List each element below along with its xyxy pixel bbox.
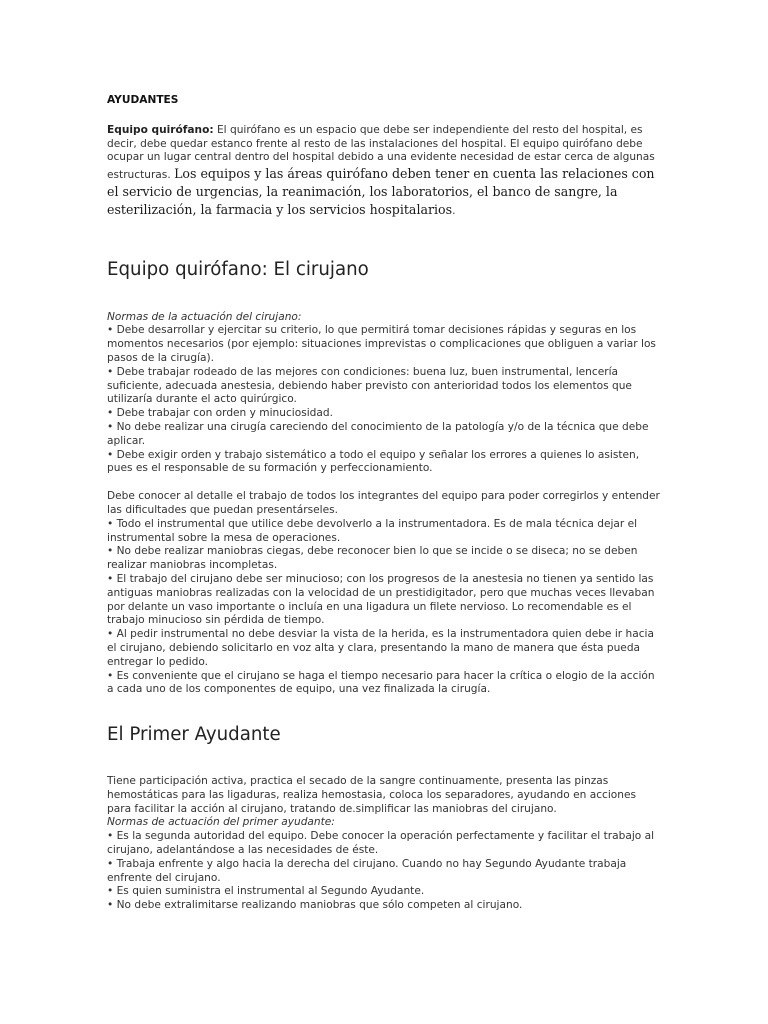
cirujano-norms-title: Normas de la actuación del cirujano:	[107, 310, 302, 323]
list-item: • Debe trabajar con orden y minuciosidad.	[107, 407, 333, 420]
intro-paragraph	[107, 124, 662, 219]
list-item: • Es la segunda autoridad del equipo. Debe conocer la operación perfectamente y facilitar el trabajo al cirujano, adelantándose a las necesidades de éste.	[107, 830, 655, 857]
list-item: • El trabajo del cirujano debe ser minucioso; con los progresos de la anestesia no tienen ya sentido las antiguas maniobras realizadas con la velocidad de un prestidigitador, pero que muchas veces llevaban por delante un vaso importante o incluía en una ligadura un filete nervioso. Lo recomendable es el trabajo minucioso sin pérdida de tiempo.	[107, 572, 655, 627]
list-item: • No debe realizar una cirugía careciendo del conocimiento de la patología y/o de la técnica que debe aplicar.	[107, 420, 649, 447]
list-item: • Al pedir instrumental no debe desviar la vista de la herida, es la instrumentadora quien debe ir hacia el cirujano, debiendo solicitarlo en voz alta y clara, presentando la mano de manera que ésta pueda entregar lo pedido.	[107, 628, 654, 668]
heading-cirujano: Equipo quirófano: El cirujano	[107, 258, 369, 280]
intro-term: Equipo quirófano:	[107, 123, 214, 136]
list-item: • Es conveniente que el cirujano se haga el tiempo necesario para hacer la crítica o elogio de la acción a cada uno de los componentes de equipo, una vez finalizada la cirugía.	[107, 669, 655, 696]
heading-primer-ayudante: El Primer Ayudante	[107, 724, 281, 746]
intro-serif-end: .	[452, 204, 456, 217]
document-page	[107, 94, 662, 913]
cirujano-bullets-a	[107, 324, 662, 476]
list-item: • Todo el instrumental que utilice debe devolverlo a la instrumentadora. Es de mala técnica dejar el instrumental sobre la mesa de operaciones.	[107, 517, 638, 544]
cirujano-bullets-b	[107, 490, 662, 697]
list-item: • Debe exigir orden y trabajo sistemático a todo el equipo y señalar los errores a quienes lo asisten, pues es el responsable de su formación y perfeccionamiento.	[107, 448, 640, 475]
list-item: • Es quien suministra el instrumental al Segundo Ayudante.	[107, 885, 425, 898]
primer-intro: Tiene participación activa, practica el secado de la sangre continuamente, presenta las pinzas hemostáticas para las ligaduras, realiza hemostasia, coloca los separadores, ayudando en acciones para facilitar la acción al cirujano, tratando de.simplificar las maniobras del cirujano.	[107, 775, 637, 815]
list-item: • No debe extralimitarse realizando maniobras que sólo competen al cirujano.	[107, 899, 523, 912]
section-title: AYUDANTES	[107, 94, 179, 106]
list-item: • Trabaja enfrente y algo hacia la derecha del cirujano. Cuando no hay Segundo Ayudante trabaja enfrente del cirujano.	[107, 857, 627, 884]
intro-text: El quirófano es un espacio que debe ser independiente del resto del hospital, es decir, debe quedar estanco frente al resto de las instalaciones del hospital. El equipo quirófano debe ocupar un lugar central dentro del hospital debido a una evidente necesidad de estar cerca de algunas estructuras.	[107, 123, 655, 182]
list-item: • Debe desarrollar y ejercitar su criterio, lo que permitirá tomar decisiones rápidas y seguras en los momentos necesarios (por ejemplo: situaciones imprevistas o complicaciones que obliguen a variar los pasos de la cirugía).	[107, 324, 656, 364]
list-item: • Debe trabajar rodeado de las mejores con condiciones: buena luz, buen instrumental, lencería suficiente, adecuada anestesia, debiendo haber previsto con anterioridad todos los elementos que utilizaría durante el acto quirúrgico.	[107, 365, 632, 406]
list-item: Debe conocer al detalle el trabajo de todos los integrantes del equipo para poder corregirlos y entender las dificultades que puedan presentárseles.	[107, 490, 660, 516]
primer-norms-title: Normas de actuación del primer ayudante:	[107, 816, 335, 829]
intro-serif-text: Los equipos y las áreas quirófano deben tener en cuenta las relaciones con el servicio de urgencias, la reanimación, los laboratorios, el banco de sangre, la esterilización, la farmacia y los servicios hospitalarios	[107, 166, 655, 217]
primer-bullets	[107, 830, 662, 913]
list-item: • No debe realizar maniobras ciegas, debe reconocer bien lo que se incide o se diseca; no se deben realizar maniobras incompletas.	[107, 545, 638, 572]
